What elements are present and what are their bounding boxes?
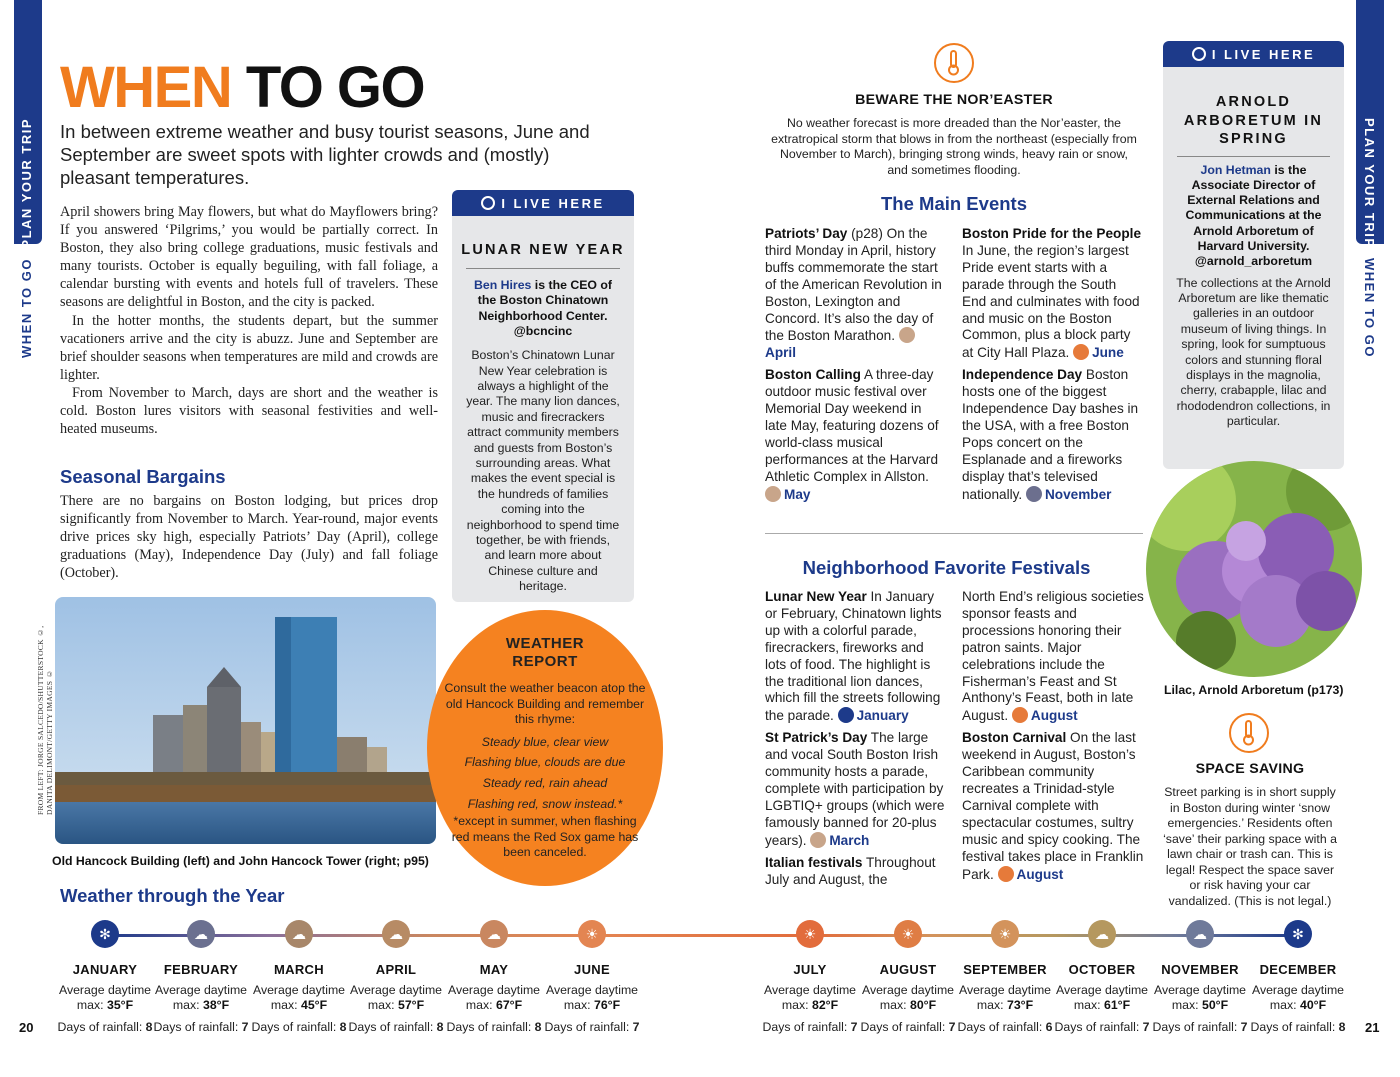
month-name: FEBRUARY bbox=[163, 962, 239, 977]
right-section-label: WHEN TO GO bbox=[1362, 258, 1377, 358]
thermometer-icon bbox=[1229, 713, 1269, 753]
weather-month bbox=[446, 920, 542, 1035]
lilac-photo bbox=[1146, 461, 1362, 677]
weather-month bbox=[957, 920, 1053, 1035]
cloud-icon: ☁ bbox=[1088, 920, 1116, 948]
sun-icon bbox=[1012, 707, 1028, 723]
month-name: SEPTEMBER bbox=[963, 962, 1047, 977]
divider bbox=[765, 533, 1143, 534]
main-events-heading: The Main Events bbox=[881, 193, 1027, 214]
pin-icon bbox=[481, 196, 495, 210]
main-events-col2 bbox=[962, 226, 1144, 504]
month-temperature: Average daytime max: 76°F bbox=[545, 983, 639, 1013]
month-temperature: Average daytime max: 61°F bbox=[1055, 983, 1149, 1013]
cloud-icon: ☁ bbox=[187, 920, 215, 948]
weather-month bbox=[348, 920, 444, 1035]
weather-report-note: *except in summer, when flashing red means the Red Sox game has been canceled. bbox=[451, 814, 639, 860]
divider bbox=[1177, 156, 1330, 157]
seasonal-bargains-text: There are no bargains on Boston lodging, but prices drop significantly from November to March. Year-round, major events drive prices sky high, especially Patriots’ Day (April), college graduations (May), Independence Day (July) and fall foliage (October). bbox=[60, 493, 438, 582]
month-temperature: Average daytime max: 40°F bbox=[1251, 983, 1345, 1013]
month-name: JUNE bbox=[574, 962, 610, 977]
intro-text: In between extreme weather and busy tourist seasons, June and September are sweet spots with lighter crowds and (mostly) pleasant temperatures. bbox=[60, 121, 590, 188]
left-section-label: WHEN TO GO bbox=[19, 258, 34, 358]
weather-month bbox=[153, 920, 249, 1035]
month-rainfall: Days of rainfall: 8 bbox=[348, 1019, 444, 1034]
month-name: AUGUST bbox=[879, 962, 937, 977]
month-rainfall: Days of rainfall: 8 bbox=[446, 1019, 542, 1034]
lunar-box-title: LUNAR NEW YEAR bbox=[461, 242, 625, 258]
body-copy bbox=[60, 203, 438, 438]
event-entry: Boston Calling A three-day outdoor music festival over Memorial Day weekend in late May, featuring dozens of world-class musical performances at the Harvard Athletic Complex in Allston. May bbox=[765, 367, 939, 502]
arboretum-box-intro: Jon Hetman is the Associate Director of External Relations and Communications at the Arnold Arboretum of Harvard University. @arnold_arboretum bbox=[1185, 162, 1322, 269]
month-temperature: Average daytime max: 57°F bbox=[349, 983, 443, 1013]
right-tab-label: PLAN YOUR TRIP bbox=[1362, 118, 1377, 249]
cloud-icon bbox=[1026, 486, 1042, 502]
lunar-new-year-box bbox=[452, 190, 634, 602]
festival-entry: Italian festivals Throughout July and August, the bbox=[765, 854, 936, 887]
weather-rhyme: Steady blue, clear view Flashing blue, clouds are due Steady red, rain ahead Flashing red, snow instead.* bbox=[464, 734, 626, 811]
month-name: JULY bbox=[793, 962, 827, 977]
month-name: JANUARY bbox=[72, 962, 138, 977]
month-name: MARCH bbox=[274, 962, 324, 977]
month-name: DECEMBER bbox=[1259, 962, 1337, 977]
cloud-icon bbox=[765, 486, 781, 502]
sun-icon: ☀ bbox=[894, 920, 922, 948]
weather-month bbox=[251, 920, 347, 1035]
cloud-icon: ☁ bbox=[382, 920, 410, 948]
weather-report-title: WEATHER REPORT bbox=[505, 635, 585, 670]
weather-month bbox=[1152, 920, 1248, 1035]
month-temperature: Average daytime max: 67°F bbox=[447, 983, 541, 1013]
festival-entry: Boston Carnival On the last weekend in August, Boston’s Caribbean community recreates a Trinidad-style Carnival complete with spectacular costumes, sultry music and spicy cooking. The festival takes place in Franklin Park. August bbox=[962, 730, 1144, 882]
sun-icon: ☀ bbox=[578, 920, 606, 948]
month-rainfall: Days of rainfall: 8 bbox=[57, 1019, 153, 1034]
body-paragraph: From November to March, days are short and the weather is cold. Boston lures visitors with seasonal festivities and well-heated museums. bbox=[60, 384, 438, 438]
thermometer-icon bbox=[934, 43, 974, 83]
month-rainfall: Days of rainfall: 7 bbox=[544, 1019, 640, 1034]
sun-icon: ☀ bbox=[991, 920, 1019, 948]
left-tab-label: PLAN YOUR TRIP bbox=[19, 118, 34, 249]
cloud-icon bbox=[899, 327, 915, 343]
festival-entry: Lunar New Year In January or February, Chinatown lights up with a colorful parade, firecrackers, fireworks and lots of food. The highlight is the traditional lion dances, which fill the streets following the parade. January bbox=[765, 589, 942, 724]
cloud-icon: ☁ bbox=[480, 920, 508, 948]
sun-icon: ☀ bbox=[796, 920, 824, 948]
month-name: MAY bbox=[479, 962, 509, 977]
event-entry: Independence Day Boston hosts one of the biggest Independence Day bashes in the USA, with a free Boston Pops concert on the Esplanade and a fireworks display that’s televised nationally. November bbox=[962, 367, 1139, 502]
weather-month bbox=[1250, 920, 1346, 1035]
month-rainfall: Days of rainfall: 8 bbox=[251, 1019, 347, 1034]
month-rainfall: Days of rainfall: 7 bbox=[762, 1019, 858, 1034]
photo-caption: Old Hancock Building (left) and John Hancock Tower (right; p95) bbox=[52, 854, 429, 868]
page-number-left: 20 bbox=[19, 1020, 34, 1035]
noreaster-title: BEWARE THE NOR’EASTER bbox=[855, 92, 1053, 108]
month-name: NOVEMBER bbox=[1161, 962, 1239, 977]
weather-heading: Weather through the Year bbox=[60, 885, 285, 906]
weather-month bbox=[860, 920, 956, 1035]
month-rainfall: Days of rainfall: 7 bbox=[860, 1019, 956, 1034]
cloud-icon: ☁ bbox=[285, 920, 313, 948]
i-live-here-label: I LIVE HERE bbox=[501, 195, 605, 211]
month-temperature: Average daytime max: 82°F bbox=[763, 983, 857, 1013]
snowflake-icon bbox=[838, 707, 854, 723]
i-live-here-bar bbox=[1163, 41, 1344, 67]
sun-icon bbox=[1073, 344, 1089, 360]
weather-month bbox=[1054, 920, 1150, 1035]
month-temperature: Average daytime max: 38°F bbox=[154, 983, 248, 1013]
noreaster-text: No weather forecast is more dreaded than the Nor’easter, the extratropical storm that blows in from the northeast (especially from November to March), bringing strong winds, heavy rain or snow, and sometimes flooding. bbox=[771, 116, 1137, 177]
month-rainfall: Days of rainfall: 7 bbox=[1054, 1019, 1150, 1034]
arboretum-box-body: The collections at the Arnold Arboretum are like thematic galleries in an outdoor museum of living things. In spring, look for sumptuous colors and stunning floral displays in the magnolia, cherry, crabapple, lilac and rhododendron collections, in particular. bbox=[1176, 275, 1331, 429]
month-temperature: Average daytime max: 35°F bbox=[58, 983, 152, 1013]
lilac-caption: Lilac, Arnold Arboretum (p173) bbox=[1164, 683, 1344, 697]
festivals-col1 bbox=[765, 589, 947, 888]
i-live-here-bar bbox=[452, 190, 634, 216]
snowflake-icon: ✻ bbox=[1284, 920, 1312, 948]
weather-report-intro: Consult the weather beacon atop the old Hancock Building and remember this rhyme: bbox=[444, 681, 646, 726]
month-temperature: Average daytime max: 80°F bbox=[861, 983, 955, 1013]
arboretum-box bbox=[1163, 41, 1344, 469]
arboretum-box-title: ARNOLD ARBORETUM IN SPRING bbox=[1183, 94, 1324, 147]
month-temperature: Average daytime max: 45°F bbox=[252, 983, 346, 1013]
weather-month bbox=[57, 920, 153, 1035]
event-entry: Patriots’ Day (p28) On the third Monday in April, history buffs commemorate the start of the American Revolution in Boston, Lexington and Concord. It’s also the day of the Boston Marathon. April bbox=[765, 226, 942, 361]
month-name: APRIL bbox=[375, 962, 417, 977]
month-rainfall: Days of rainfall: 7 bbox=[1152, 1019, 1248, 1034]
space-saving-text: Street parking is in short supply in Boston during winter ‘snow emergencies.’ Residents often ‘save’ their parking space with a lawn chair or trash can. This is legal! Respect the space saver or risk having your car vandalized. (This is not legal.) bbox=[1163, 785, 1337, 908]
page-number-right: 21 bbox=[1365, 1020, 1380, 1035]
main-events-col1 bbox=[765, 226, 947, 504]
month-name: OCTOBER bbox=[1068, 962, 1136, 977]
month-temperature: Average daytime max: 73°F bbox=[958, 983, 1052, 1013]
space-saving-title: SPACE SAVING bbox=[1195, 761, 1305, 777]
event-entry: Boston Pride for the People In June, the region’s largest Pride event starts with a parade through the South End and culminates with food and music on the Boston Common, plus a block party at City Hall Plaza. June bbox=[962, 226, 1142, 361]
weather-report-circle bbox=[427, 610, 663, 886]
weather-month bbox=[544, 920, 640, 1035]
lunar-box-body: Boston’s Chinatown Lunar New Year celebration is always a highlight of the year. The many lion dances, music and firecrackers attract community members and guests from Boston’s surrounding areas. What makes the event special is the hundreds of families coming into the neighborhood to spend time together, be with friends, and learn more about Chinese culture and heritage. bbox=[466, 348, 620, 594]
body-paragraph: April showers bring May flowers, but what do Mayflowers bring? If you answered ‘Pilgrims,’ you would be partially correct. In Boston, they also bring college graduations, music festivals and many tourists. October is equally beguiling, with fall foliage, a calendar bursting with events and hotels full of travelers. These seasons are delightful in Boston, and the city is packed. bbox=[60, 204, 438, 311]
festival-entry: St Patrick’s Day The large and vocal South Boston Irish community hosts a parade, complete with participation by LGBTIQ+ groups (which were famously banned for 20-plus years). March bbox=[765, 730, 945, 848]
festivals-heading: Neighborhood Favorite Festivals bbox=[802, 557, 1091, 578]
festival-entry: North End’s religious societies sponsor feasts and processions honoring their patron saints. Major celebrations include the Fisherman’s Feast and St Anthony’s Feast, both in late August. August bbox=[962, 589, 1144, 724]
snowflake-icon: ✻ bbox=[91, 920, 119, 948]
month-rainfall: Days of rainfall: 8 bbox=[1250, 1019, 1346, 1034]
seasonal-bargains-heading: Seasonal Bargains bbox=[60, 466, 226, 487]
photo-credit: FROM LEFT: JORGE SALCEDO/SHUTTERSTOCK ©, DANITA DELIMONT/GETTY IMAGES © bbox=[36, 625, 54, 815]
lunar-box-intro: Ben Hires is the CEO of the Boston Chinatown Neighborhood Center. @bcncinc bbox=[473, 278, 613, 338]
pin-icon bbox=[1192, 47, 1206, 61]
page-title: WHEN TO GO bbox=[60, 55, 425, 120]
divider bbox=[466, 268, 620, 269]
month-temperature: Average daytime max: 50°F bbox=[1153, 983, 1247, 1013]
cloud-icon bbox=[810, 832, 826, 848]
month-rainfall: Days of rainfall: 6 bbox=[957, 1019, 1053, 1034]
i-live-here-label: I LIVE HERE bbox=[1211, 46, 1316, 62]
body-paragraph: In the hotter months, the students depart, but the summer vacationers arrive and the city is abuzz. June and September are brief shoulder seasons when temperatures are mild and crowds are lighter. bbox=[60, 312, 438, 383]
boston-skyline-photo bbox=[55, 597, 436, 844]
month-rainfall: Days of rainfall: 7 bbox=[153, 1019, 249, 1034]
sun-icon bbox=[998, 866, 1014, 882]
cloud-icon: ☁ bbox=[1186, 920, 1214, 948]
weather-month bbox=[762, 920, 858, 1035]
festivals-col2 bbox=[962, 589, 1144, 883]
